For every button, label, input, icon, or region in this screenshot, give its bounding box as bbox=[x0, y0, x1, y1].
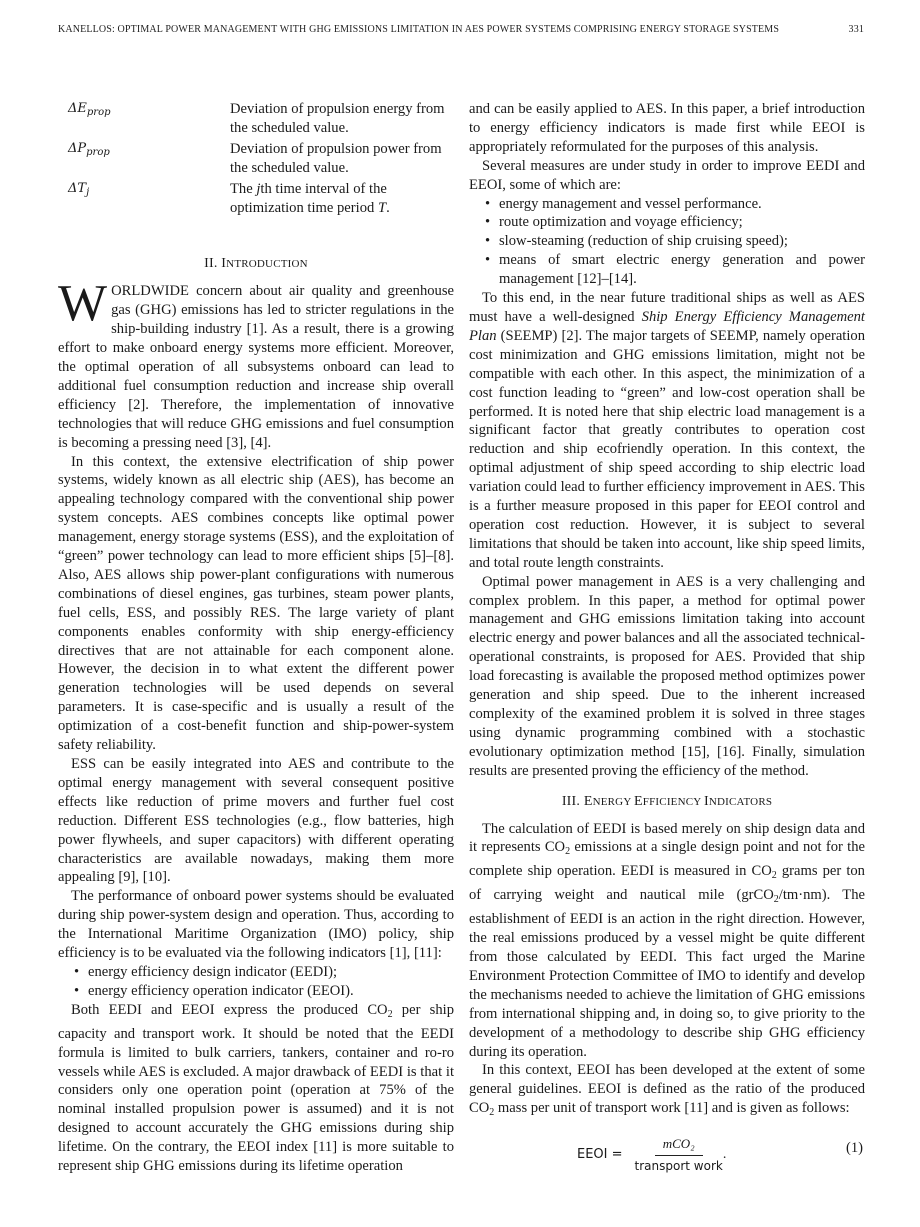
equation-number: (1) bbox=[845, 1140, 863, 1157]
nomenclature-definition: Deviation of propulsion energy from the scheduled value. bbox=[230, 101, 445, 136]
nomenclature-entry bbox=[58, 140, 454, 178]
bullet-list bbox=[58, 963, 454, 1001]
list-item: • energy efficiency design indicator (EEDI); bbox=[76, 963, 454, 982]
nomenclature-subscript: j bbox=[86, 186, 90, 198]
nomenclature-symbol: ΔE bbox=[68, 101, 87, 116]
paragraph: Both EEDI and EEOI express the produced $CO_2$ per ship capacity and transport work. It should be noted that the EEDI formula is limited to bulk carriers, tankers, container and ro-ro vessels while AES is excluded. A major drawback of EEDI is that it considers only one operation point (operation at 75% of the nominal installed propulsion power is assumed) and it is not designed to account accurately the GHG emissions during ship lifetime. On the contrary, the EEOI index [11] is more suitable to represent ship GHG emissions during its lifetime operation bbox=[58, 1001, 454, 1175]
right-column bbox=[469, 100, 866, 1174]
nomenclature-entry bbox=[58, 100, 454, 138]
page-number: 331 bbox=[848, 24, 864, 35]
list-item: • energy management and vessel performance. bbox=[487, 195, 865, 214]
paragraph: Several measures are under study in order to improve EEDI and EEOI, some of which are: bbox=[469, 157, 865, 193]
nomenclature-symbol: ΔT bbox=[68, 180, 87, 196]
list-item: • slow-steaming (reduction of ship cruising speed); bbox=[487, 232, 865, 251]
paragraph: In this context, the extensive electrification of ship power systems, widely known as all electric ship (AES), has become an appealing technology compared with the conventional ship power system concepts. AES combines concepts like optimal power management, energy storage systems (ESS), and the exploitation of “green” power technology can lead to more efficient ships [5]–[8]. Also, AES allows ship power-plant configurations with numerous combinations of diesel engines, gas turbines, steam power plants, fuel cells, ESS, and possibly RES. The large variety of plant components enables conformity with ship energy-efficiency directives that are not attainable for each component alone. However, the decision in to what extent the different power generation technologies will be used depends on several parameters. It is case-specific and is usually a result of the optimization of a cost-benefit function and ship-power-system safety reliability. bbox=[58, 453, 454, 754]
list-item: • means of smart electric energy generation and power management [12]–[14]. bbox=[487, 251, 865, 289]
section-heading-energy-efficiency-indicators: III. ENERGY EFFICIENCY INDICATORS bbox=[561, 793, 773, 809]
nomenclature-subscript: prop bbox=[86, 146, 110, 158]
equation-lhs: EEOI = bbox=[577, 1147, 623, 1163]
nomenclature-subscript: prop bbox=[86, 107, 111, 118]
equation-denominator: transport work bbox=[634, 1159, 723, 1174]
bullet-list bbox=[469, 195, 865, 290]
drop-cap: W bbox=[58, 275, 108, 333]
running-head bbox=[58, 24, 864, 35]
paragraph: In this context, EEOI has been developed at the extent of some general guidelines. EEOI is defined as the ratio of the produced $CO_2$ mass per unit of transport work [11] and is given as follows: bbox=[469, 1062, 865, 1119]
paragraph: The performance of onboard power systems should be evaluated during ship power-system design and operation. Thus, according to the International Maritime Organization (IMO) policy, ship efficiency is to be evaluated via the following indicators [1], [11]: bbox=[58, 888, 454, 962]
equation-tail: . bbox=[722, 1147, 727, 1163]
list-item: • energy efficiency operation indicator (EEOI). bbox=[76, 982, 454, 1001]
equation-1 bbox=[469, 1131, 865, 1174]
nomenclature-symbol: ΔP bbox=[68, 140, 87, 156]
list-item: • route optimization and voyage efficiency; bbox=[487, 213, 865, 232]
nomenclature-entry bbox=[58, 180, 454, 218]
nomenclature-definition: The jth time interval of the optimization time period T. bbox=[230, 180, 390, 216]
section-heading-introduction: II. INTRODUCTION bbox=[204, 256, 308, 272]
left-column bbox=[58, 100, 454, 1176]
paragraph: The calculation of EEDI is based merely on ship design data and it represents $CO_2$ emissions at a single design point and not for the complete ship operation. EEDI is measured in $CO_2$ grams per ton of carrying weight and nautical mile (grCO$_2$/tm·nm). The establishment of EEDI is an action in the right direction. However, the real emissions produced by a vessel might be quite different from those calculated by EEDI. This fact urged the Marine Environment Protection Committee of IMO to identify and develop the mechanisms needed to achieve the limitation of GHG emissions from international shipping and, in doing so, to give priority to the development of a methodology to describe ship GHG efficiency during its operation. bbox=[469, 820, 866, 1060]
nomenclature-definition: Deviation of propulsion power from the scheduled value. bbox=[230, 140, 442, 176]
paragraph: and can be easily applied to AES. In this paper, a brief introduction to energy efficiency indicators is made first while EEOI is appropriately reformulated for the purposes of this analysis. bbox=[469, 101, 865, 155]
paragraph: Optimal power management in AES is a very challenging and complex problem. In this paper, a method for optimal power management and GHG emissions limitation taking into account electric energy and power balances and all the associated technical-operational constraints, is proposed for AES. Provided that ship load forecasting is available the proposed method optimizes power generation and ship speed. Due to the inherent increased complexity of the examined problem it is solved in three stages using dynamic programming combined with a stochastic evolutionary optimization method [15], [16]. Finally, simulation results are presented proving the efficiency of the method. bbox=[469, 573, 865, 779]
equation-fraction bbox=[635, 1135, 723, 1176]
running-title: KANELLOS: OPTIMAL POWER MANAGEMENT WITH GHG EMISSIONS LIMITATION IN AES POWER SYSTEMS COMPRISING ENERGY STORAGE SYSTEMS bbox=[58, 24, 780, 35]
equation-numerator: mCO₂ bbox=[655, 1135, 703, 1156]
paragraph: WORLDWIDE concern about air quality and greenhouse gas (GHG) emissions has led to stricter regulations in the ship-building industry [1]. As a result, there is a growing effort to make onboard energy systems more efficient. Moreover, the optimal operation of all subsystems onboard can lead to additional fuel consumption reduction and increase ship overall efficiency [2]. Therefore, the implementation of innovative technologies that will reduce GHG emissions and fuel consumption is becoming a pressing need [3], [4]. bbox=[58, 275, 454, 451]
paragraph: ESS can be easily integrated into AES and contribute to the optimal energy management with several consequent positive effects like reduction of prime movers and further fuel cost reduction. Different ESS technologies (e.g., flow batteries, high power flywheels, and super capacitors) with different operating characteristics are available nowadays, making them more appealing [9], [10]. bbox=[58, 756, 454, 886]
paragraph: To this end, in the near future traditional ships as well as AES must have a well-designed Ship Energy Efficiency Management Plan (SEEMP) [2]. The major targets of SEEMP, namely operation cost minimization and GHG emissions limitation, might not be compatible with each other. In this aspect, the minimization of a cost function leading to “green” and low-cost operation shall be performed. It is noted here that ship electric load management is a significant factor that greatly contributes to operation cost reduction and ship ecofriendly operation. In this context, the optimal adjustment of ship speed according to ship electric load variation could lead to further efficiency improvement in AES. This is a further measure proposed in this paper for EEOI control and operation cost reduction. However, it is subject to several limitations that should be taken into account, like ship speed limits, and total route length constraints. bbox=[469, 290, 865, 571]
